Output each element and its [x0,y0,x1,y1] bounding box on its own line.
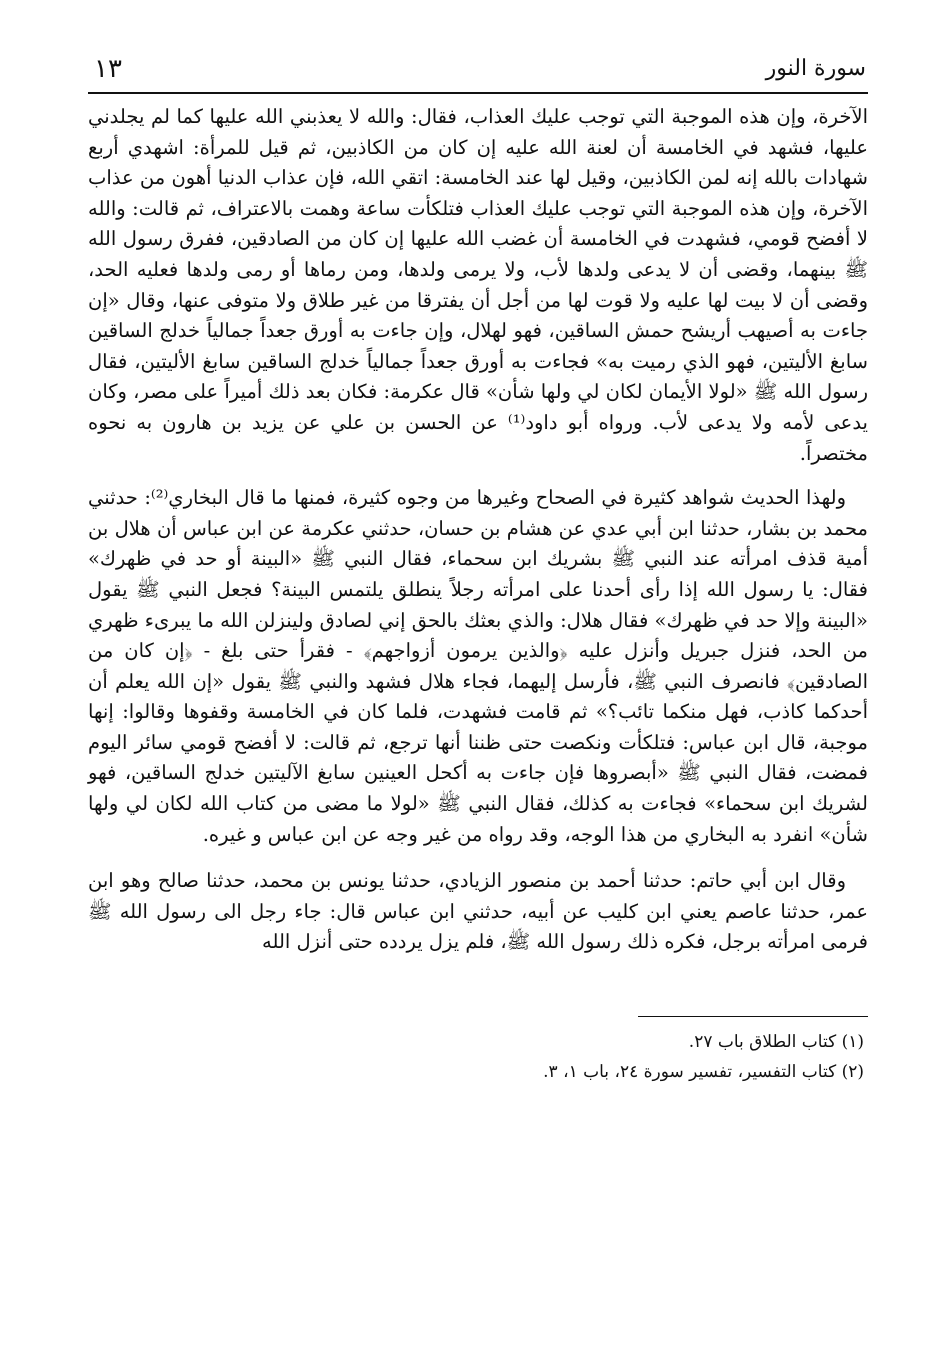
book-page [88,52,868,1087]
page-header [88,52,868,94]
paragraph: ولهذا الحديث شواهد كثيرة في الصحاح وغيرها من وجوه كثيرة، فمنها ما قال البخاري⁽²⁾: حدثني محمد بن بشار، حدثنا ابن أبي عدي عن هشام بن حسان، حدثني عكرمة عن ابن عباس أن هلال بن أمية قذف امرأته عند النبي ﷺ بشريك ابن سحماء، فقال النبي ﷺ «البينة أو حد في ظهرك» فقال: يا رسول الله إذا رأى أحدنا على امرأته رجلاً ينطلق يلتمس البينة؟ فجعل النبي ﷺ يقول «البينة وإلا حد في ظهرك» فقال هلال: والذي بعثك بالحق إني لصادق ولينزلن الله ما يبرىء ظهري من الحد، فنزل جبريل وأنزل عليه ﴿والذين يرمون أزواجهم﴾ - فقرأ حتى بلغ - ﴿إن كان من الصادقين﴾ فانصرف النبي ﷺ، فأرسل إليهما، فجاء هلال فشهد والنبي ﷺ يقول «إن الله يعلم أن أحدكما كاذب، فهل منكما تائب؟» ثم قامت فشهدت، فلما كان في الخامسة وقفوها وقالوا: إنها موجبة، قال ابن عباس: فتلكأت ونكصت حتى ظننا أنها ترجع، ثم قالت: لا أفضح قومي سائر اليوم فمضت، فقال النبي ﷺ «أبصروها فإن جاءت به أكحل العينين سابغ الآليتين خدلج الساقين، فهو لشريك ابن سحماء» فجاءت به كذلك، فقال النبي ﷺ «لولا ما مضى من كتاب الله لكان لي ولها شأن» انفرد به البخاري من هذا الوجه، وقد رواه من غير وجه عن ابن عباس و غيره. [88,486,868,846]
page-number: ١٣ [94,54,122,84]
footnote-divider [638,1016,868,1017]
paragraph: الآخرة، وإن هذه الموجبة التي توجب عليك العذاب، فقال: والله لا يعذبني الله عليها كما لم يجلدني عليها، فشهد في الخامسة أن لعنة الله عليه إن كان من الكاذبين، ثم قيل للمرأة: اشهدي أربع شهادات بالله إنه لمن الكاذبين، وقيل لها عند الخامسة: اتقي الله، فإن عذاب الدنيا أهون من عذاب الآخرة، وإن هذه الموجبة التي توجب عليك العذاب فتلكأت ساعة وهمت بالاعتراف، ثم قالت: والله لا أفضح قومي، فشهدت في الخامسة أن غضب الله عليها إن كان من الصادقين، ففرق رسول الله ﷺ بينهما، وقضى أن لا يدعى ولدها لأب، ولا يرمى ولدها، ومن رماها أو رمى ولدها فعليه الحد، وقضى أن لا بيت لها عليه ولا قوت لها من أجل أن يفترقا من غير طلاق ولا متوفى عنها، وقال «إن جاءت به أصيهب أريشح حمش الساقين، فهو لهلال، وإن جاءت به أورق جعداً جمالياً خدلج الساقين سابغ الأليتين، فهو الذي رميت به» فجاءت به أورق جعداً جمالياً خدلج الساقين سابغ الأليتين، فقال رسول الله ﷺ «لولا الأيمان لكان لي ولها شأن» قال عكرمة: فكان بعد ذلك أميراً على مصر، وكان يدعى لأمه ولا يدعى لأب. ورواه أبو داود⁽¹⁾ عن الحسن بن علي عن يزيد بن هارون به نحوه مختصراً. [88,105,868,465]
paragraph: وقال ابن أبي حاتم: حدثنا أحمد بن منصور الزيادي، حدثنا يونس بن محمد، حدثنا صالح وهو ابن عمر، حدثنا عاصم يعني ابن كليب عن أبيه، حدثني ابن عباس قال: جاء رجل الى رسول الله ﷺ فرمى امرأته برجل، فكره ذلك رسول الله ﷺ، فلم يزل يردده حتى أنزل الله [88,869,868,954]
surah-title: سورة النور [765,56,866,81]
footnote: (٢) كتاب التفسير، تفسير سورة ٢٤، باب ١، ٣. [543,1062,864,1083]
footnotes [88,1027,868,1087]
page-body [88,102,868,958]
footnote: (١) كتاب الطلاق باب ٢٧. [688,1032,864,1053]
